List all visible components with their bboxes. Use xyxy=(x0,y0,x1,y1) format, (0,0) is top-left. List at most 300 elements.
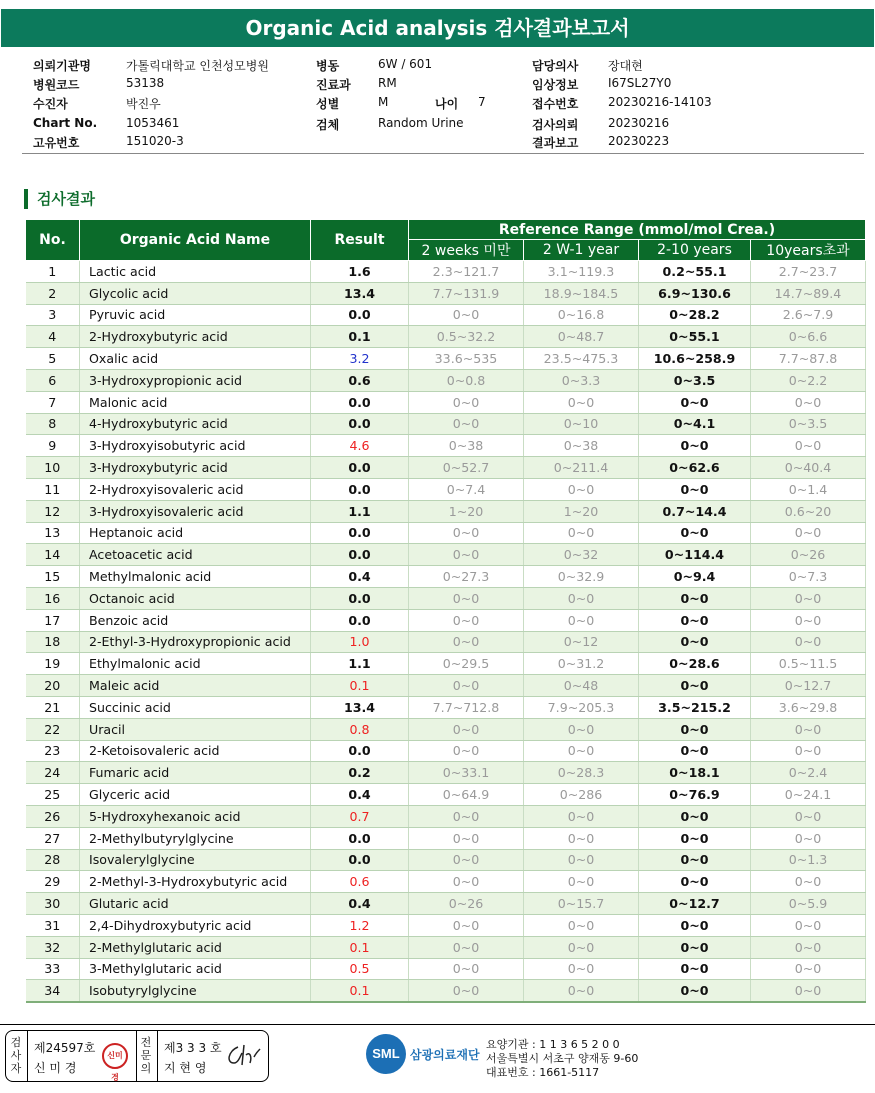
table-row xyxy=(26,740,866,762)
info-value-text: 20230216-14103 xyxy=(608,95,712,109)
range-under-2-weeks: 0~7.4 xyxy=(409,478,524,500)
range-2-10y: 0~4.1 xyxy=(639,413,751,435)
acid-name: Pyruvic acid xyxy=(80,304,311,326)
info-value-text: M xyxy=(378,95,389,109)
signature-box xyxy=(5,1030,269,1082)
table-row xyxy=(26,696,866,718)
table-row xyxy=(26,500,866,522)
result-value: 0.0 xyxy=(311,849,409,871)
range-2w-1y: 0~28.3 xyxy=(524,762,639,784)
result-value: 0.0 xyxy=(311,413,409,435)
row-number: 27 xyxy=(26,827,80,849)
row-number: 8 xyxy=(26,413,80,435)
row-number: 14 xyxy=(26,544,80,566)
table-row xyxy=(26,936,866,958)
header-range-2-10y: 2-10 years xyxy=(639,240,751,261)
range-over-10y: 0.6~20 xyxy=(751,500,866,522)
row-number: 3 xyxy=(26,304,80,326)
row-number: 29 xyxy=(26,871,80,893)
table-row xyxy=(26,893,866,915)
acid-name: 2,4-Dihydroxybutyric acid xyxy=(80,914,311,936)
table-row xyxy=(26,566,866,588)
row-number: 13 xyxy=(26,522,80,544)
row-number: 5 xyxy=(26,348,80,370)
range-2-10y: 0~0 xyxy=(639,805,751,827)
range-2-10y: 0~0 xyxy=(639,435,751,457)
info-value-text: 6W / 601 xyxy=(378,57,433,71)
range-over-10y: 0~0 xyxy=(751,871,866,893)
range-2w-1y: 0~0 xyxy=(524,871,639,893)
range-under-2-weeks: 0~52.7 xyxy=(409,457,524,479)
divider xyxy=(157,1031,158,1081)
result-value: 0.0 xyxy=(311,827,409,849)
result-value: 0.1 xyxy=(311,936,409,958)
range-2-10y: 0~28.6 xyxy=(639,653,751,675)
table-row xyxy=(26,261,866,283)
range-over-10y: 0~0 xyxy=(751,740,866,762)
range-under-2-weeks: 0.5~32.2 xyxy=(409,326,524,348)
acid-name: 3-Hydroxypropionic acid xyxy=(80,369,311,391)
result-value: 0.0 xyxy=(311,304,409,326)
info-value-text: I67SL27Y0 xyxy=(608,76,672,90)
range-under-2-weeks: 0~0.8 xyxy=(409,369,524,391)
result-value: 0.4 xyxy=(311,893,409,915)
lab-info-line: 서울특별시 서초구 양재동 9-60 xyxy=(486,1052,639,1065)
acid-name: Succinic acid xyxy=(80,696,311,718)
range-2w-1y: 0~0 xyxy=(524,914,639,936)
range-2-10y: 0~9.4 xyxy=(639,566,751,588)
range-under-2-weeks: 0~0 xyxy=(409,522,524,544)
header-range-over-10y: 10years초과 xyxy=(751,240,866,261)
row-number: 20 xyxy=(26,675,80,697)
range-2-10y: 6.9~130.6 xyxy=(639,282,751,304)
range-2-10y: 3.5~215.2 xyxy=(639,696,751,718)
range-2-10y: 0~18.1 xyxy=(639,762,751,784)
range-2-10y: 0~12.7 xyxy=(639,893,751,915)
divider xyxy=(27,1031,28,1081)
info-key: 진료과 xyxy=(316,78,351,92)
row-number: 23 xyxy=(26,740,80,762)
range-2-10y: 0~0 xyxy=(639,609,751,631)
info-value-text: 1053461 xyxy=(126,116,180,130)
range-over-10y: 0~7.3 xyxy=(751,566,866,588)
acid-name: Glyceric acid xyxy=(80,784,311,806)
acid-name: Malonic acid xyxy=(80,391,311,413)
table-row xyxy=(26,849,866,871)
range-over-10y: 0~40.4 xyxy=(751,457,866,479)
row-number: 7 xyxy=(26,391,80,413)
range-2w-1y: 0~16.8 xyxy=(524,304,639,326)
range-2w-1y: 0~31.2 xyxy=(524,653,639,675)
range-over-10y: 0~1.4 xyxy=(751,478,866,500)
row-number: 16 xyxy=(26,587,80,609)
row-number: 1 xyxy=(26,261,80,283)
info-value-text: 151020-3 xyxy=(126,134,184,148)
range-over-10y: 2.6~7.9 xyxy=(751,304,866,326)
range-under-2-weeks: 0~0 xyxy=(409,740,524,762)
result-value: 1.1 xyxy=(311,500,409,522)
range-2-10y: 0~0 xyxy=(639,980,751,1002)
range-2w-1y: 0~0 xyxy=(524,478,639,500)
info-value-text: Random Urine xyxy=(378,116,464,130)
acid-name: 5-Hydroxyhexanoic acid xyxy=(80,805,311,827)
header-result: Result xyxy=(311,220,409,261)
acid-name: 2-Methylglutaric acid xyxy=(80,936,311,958)
range-under-2-weeks: 0~0 xyxy=(409,304,524,326)
range-over-10y: 7.7~87.8 xyxy=(751,348,866,370)
table-row xyxy=(26,762,866,784)
range-under-2-weeks: 0~0 xyxy=(409,958,524,980)
row-number: 19 xyxy=(26,653,80,675)
result-value: 0.1 xyxy=(311,675,409,697)
table-row xyxy=(26,348,866,370)
section-title: 검사결과 xyxy=(24,189,95,209)
result-value: 0.4 xyxy=(311,784,409,806)
range-2-10y: 0~62.6 xyxy=(639,457,751,479)
result-value: 0.0 xyxy=(311,740,409,762)
range-2-10y: 0~0 xyxy=(639,914,751,936)
result-value: 1.6 xyxy=(311,261,409,283)
table-row xyxy=(26,304,866,326)
result-value: 13.4 xyxy=(311,282,409,304)
range-2-10y: 0~0 xyxy=(639,849,751,871)
info-key: 병동 xyxy=(316,59,340,73)
range-2w-1y: 0~48 xyxy=(524,675,639,697)
specialist-license: 제3 3 3 호 xyxy=(164,1041,222,1055)
info-key: Chart No. xyxy=(33,116,98,130)
lab-info-line: 요양기관 : 1 1 3 6 5 2 0 0 xyxy=(486,1038,620,1051)
range-2-10y: 0~114.4 xyxy=(639,544,751,566)
row-number: 17 xyxy=(26,609,80,631)
info-value-text: 가톨릭대학교 인천성모병원 xyxy=(126,59,269,73)
result-value: 13.4 xyxy=(311,696,409,718)
range-2-10y: 0~0 xyxy=(639,718,751,740)
range-under-2-weeks: 0~0 xyxy=(409,587,524,609)
result-value: 0.0 xyxy=(311,544,409,566)
range-under-2-weeks: 0~29.5 xyxy=(409,653,524,675)
result-value: 0.0 xyxy=(311,587,409,609)
range-under-2-weeks: 0~64.9 xyxy=(409,784,524,806)
acid-name: Glutaric acid xyxy=(80,893,311,915)
table-row xyxy=(26,522,866,544)
acid-name: 3-Hydroxyisovaleric acid xyxy=(80,500,311,522)
table-row xyxy=(26,457,866,479)
range-over-10y: 0~0 xyxy=(751,980,866,1002)
range-over-10y: 0~12.7 xyxy=(751,675,866,697)
lab-info xyxy=(486,1038,638,1080)
acid-name: Methylmalonic acid xyxy=(80,566,311,588)
range-over-10y: 0~0 xyxy=(751,522,866,544)
result-value: 1.1 xyxy=(311,653,409,675)
info-key: 의뢰기관명 xyxy=(33,59,91,73)
table-row xyxy=(26,827,866,849)
info-key: 결과보고 xyxy=(532,136,579,150)
range-over-10y: 0~2.4 xyxy=(751,762,866,784)
info-key: 성별 xyxy=(316,97,340,111)
range-over-10y: 0~0 xyxy=(751,827,866,849)
table-row xyxy=(26,391,866,413)
acid-name: 3-Hydroxybutyric acid xyxy=(80,457,311,479)
range-under-2-weeks: 0~0 xyxy=(409,849,524,871)
info-value-text: 20230216 xyxy=(608,116,670,130)
row-number: 11 xyxy=(26,478,80,500)
range-over-10y: 0~0 xyxy=(751,718,866,740)
range-2-10y: 0~0 xyxy=(639,740,751,762)
divider xyxy=(22,153,864,154)
range-under-2-weeks: 0~0 xyxy=(409,675,524,697)
range-2w-1y: 0~211.4 xyxy=(524,457,639,479)
range-under-2-weeks: 0~0 xyxy=(409,871,524,893)
acid-name: Maleic acid xyxy=(80,675,311,697)
range-2-10y: 0~0 xyxy=(639,631,751,653)
result-value: 0.1 xyxy=(311,980,409,1002)
range-2w-1y: 0~0 xyxy=(524,391,639,413)
range-under-2-weeks: 0~0 xyxy=(409,413,524,435)
row-number: 31 xyxy=(26,914,80,936)
result-value: 0.8 xyxy=(311,718,409,740)
result-value: 0.4 xyxy=(311,566,409,588)
range-over-10y: 0~0 xyxy=(751,435,866,457)
acid-name: Isovalerylglycine xyxy=(80,849,311,871)
table-row xyxy=(26,544,866,566)
range-under-2-weeks: 7.7~131.9 xyxy=(409,282,524,304)
range-2w-1y: 3.1~119.3 xyxy=(524,261,639,283)
result-value: 0.0 xyxy=(311,478,409,500)
info-key: 병원코드 xyxy=(33,78,80,92)
range-2w-1y: 0~3.3 xyxy=(524,369,639,391)
table-row xyxy=(26,369,866,391)
range-over-10y: 0~6.6 xyxy=(751,326,866,348)
range-under-2-weeks: 33.6~535 xyxy=(409,348,524,370)
range-2w-1y: 0~0 xyxy=(524,740,639,762)
range-2-10y: 0~0 xyxy=(639,936,751,958)
range-2w-1y: 18.9~184.5 xyxy=(524,282,639,304)
range-over-10y: 0~0 xyxy=(751,609,866,631)
specialist-label: 전문의 xyxy=(140,1036,152,1075)
range-under-2-weeks: 0~0 xyxy=(409,980,524,1002)
acid-name: 4-Hydroxybutyric acid xyxy=(80,413,311,435)
range-2w-1y: 0~0 xyxy=(524,980,639,1002)
examiner-seal: 신미경 xyxy=(102,1043,128,1069)
table-row xyxy=(26,653,866,675)
range-2w-1y: 1~20 xyxy=(524,500,639,522)
header-no: No. xyxy=(26,220,80,261)
row-number: 25 xyxy=(26,784,80,806)
table-row xyxy=(26,587,866,609)
range-2w-1y: 0~0 xyxy=(524,587,639,609)
header-name: Organic Acid Name xyxy=(80,220,311,261)
range-2w-1y: 0~0 xyxy=(524,718,639,740)
row-number: 15 xyxy=(26,566,80,588)
range-2w-1y: 0~0 xyxy=(524,522,639,544)
table-row xyxy=(26,478,866,500)
range-2-10y: 0.2~55.1 xyxy=(639,261,751,283)
row-number: 28 xyxy=(26,849,80,871)
table-row xyxy=(26,282,866,304)
table-row xyxy=(26,914,866,936)
row-number: 10 xyxy=(26,457,80,479)
row-number: 6 xyxy=(26,369,80,391)
info-value-text: 53138 xyxy=(126,76,165,90)
table-row xyxy=(26,631,866,653)
info-value-text: 20230223 xyxy=(608,134,670,148)
range-over-10y: 0~0 xyxy=(751,936,866,958)
row-number: 30 xyxy=(26,893,80,915)
table-row xyxy=(26,609,866,631)
acid-name: Benzoic acid xyxy=(80,609,311,631)
info-key: 고유번호 xyxy=(33,136,80,150)
range-2w-1y: 7.9~205.3 xyxy=(524,696,639,718)
range-over-10y: 0~3.5 xyxy=(751,413,866,435)
range-2w-1y: 0~0 xyxy=(524,827,639,849)
table-row xyxy=(26,326,866,348)
range-over-10y: 0~26 xyxy=(751,544,866,566)
range-over-10y: 0~0 xyxy=(751,631,866,653)
row-number: 34 xyxy=(26,980,80,1002)
range-2-10y: 0~0 xyxy=(639,827,751,849)
result-value: 0.6 xyxy=(311,871,409,893)
acid-name: Heptanoic acid xyxy=(80,522,311,544)
info-key: 검체 xyxy=(316,118,340,132)
row-number: 22 xyxy=(26,718,80,740)
signature-image xyxy=(224,1043,262,1069)
range-under-2-weeks: 1~20 xyxy=(409,500,524,522)
acid-name: Ethylmalonic acid xyxy=(80,653,311,675)
acid-name: Isobutyrylglycine xyxy=(80,980,311,1002)
report-title: Organic Acid analysis 검사결과보고서 xyxy=(1,9,874,47)
range-2w-1y: 0~0 xyxy=(524,609,639,631)
range-under-2-weeks: 2.3~121.7 xyxy=(409,261,524,283)
acid-name: Oxalic acid xyxy=(80,348,311,370)
range-under-2-weeks: 7.7~712.8 xyxy=(409,696,524,718)
result-value: 0.6 xyxy=(311,369,409,391)
result-value: 1.2 xyxy=(311,914,409,936)
range-2w-1y: 0~12 xyxy=(524,631,639,653)
row-number: 2 xyxy=(26,282,80,304)
acid-name: Octanoic acid xyxy=(80,587,311,609)
range-2-10y: 0~28.2 xyxy=(639,304,751,326)
result-value: 0.7 xyxy=(311,805,409,827)
examiner-name: 신 미 경 xyxy=(34,1061,77,1075)
acid-name: Fumaric acid xyxy=(80,762,311,784)
range-over-10y: 0~0 xyxy=(751,805,866,827)
range-over-10y: 0~0 xyxy=(751,587,866,609)
row-number: 24 xyxy=(26,762,80,784)
examiner-license: 제24597호 xyxy=(34,1041,96,1055)
range-2-10y: 0~0 xyxy=(639,391,751,413)
divider xyxy=(136,1031,137,1081)
row-number: 12 xyxy=(26,500,80,522)
info-value-text: 박진우 xyxy=(126,97,161,111)
row-number: 21 xyxy=(26,696,80,718)
range-2-10y: 0~0 xyxy=(639,675,751,697)
table-row xyxy=(26,675,866,697)
range-over-10y: 3.6~29.8 xyxy=(751,696,866,718)
range-2w-1y: 0~0 xyxy=(524,805,639,827)
row-number: 32 xyxy=(26,936,80,958)
range-2w-1y: 0~38 xyxy=(524,435,639,457)
info-key: 접수번호 xyxy=(532,97,579,111)
results-table xyxy=(25,219,866,1003)
logo-mark: SML xyxy=(366,1034,406,1074)
info-key: 수진자 xyxy=(33,97,68,111)
logo-name: 삼광의료재단 xyxy=(410,1048,480,1062)
table-row xyxy=(26,784,866,806)
result-value: 4.6 xyxy=(311,435,409,457)
footer-divider xyxy=(0,1024,875,1025)
range-over-10y: 0~5.9 xyxy=(751,893,866,915)
range-2w-1y: 0~0 xyxy=(524,849,639,871)
acid-name: 3-Methylglutaric acid xyxy=(80,958,311,980)
result-value: 1.0 xyxy=(311,631,409,653)
result-value: 0.0 xyxy=(311,609,409,631)
range-2w-1y: 0~48.7 xyxy=(524,326,639,348)
range-over-10y: 2.7~23.7 xyxy=(751,261,866,283)
range-over-10y: 0~24.1 xyxy=(751,784,866,806)
info-key: 담당의사 xyxy=(532,59,579,73)
range-2w-1y: 0~0 xyxy=(524,936,639,958)
range-2w-1y: 23.5~475.3 xyxy=(524,348,639,370)
range-2-10y: 0.7~14.4 xyxy=(639,500,751,522)
range-over-10y: 0~1.3 xyxy=(751,849,866,871)
range-under-2-weeks: 0~0 xyxy=(409,631,524,653)
range-2-10y: 0~76.9 xyxy=(639,784,751,806)
row-number: 18 xyxy=(26,631,80,653)
range-2-10y: 0~0 xyxy=(639,587,751,609)
info-value-text: 장대현 xyxy=(608,59,643,73)
acid-name: 2-Methyl-3-Hydroxybutyric acid xyxy=(80,871,311,893)
acid-name: Uracil xyxy=(80,718,311,740)
info-key: 임상정보 xyxy=(532,78,579,92)
range-over-10y: 0~0 xyxy=(751,391,866,413)
range-over-10y: 0.5~11.5 xyxy=(751,653,866,675)
acid-name: Glycolic acid xyxy=(80,282,311,304)
range-under-2-weeks: 0~0 xyxy=(409,391,524,413)
acid-name: 3-Hydroxyisobutyric acid xyxy=(80,435,311,457)
table-row xyxy=(26,805,866,827)
range-under-2-weeks: 0~33.1 xyxy=(409,762,524,784)
range-over-10y: 14.7~89.4 xyxy=(751,282,866,304)
range-under-2-weeks: 0~26 xyxy=(409,893,524,915)
table-row xyxy=(26,871,866,893)
header-range-under-2-weeks: 2 weeks 미만 xyxy=(409,240,524,261)
table-row xyxy=(26,958,866,980)
lab-info-line: 대표번호 : 1661-5117 xyxy=(486,1066,600,1079)
range-under-2-weeks: 0~0 xyxy=(409,914,524,936)
acid-name: 2-Ethyl-3-Hydroxypropionic acid xyxy=(80,631,311,653)
range-under-2-weeks: 0~0 xyxy=(409,827,524,849)
acid-name: 2-Hydroxyisovaleric acid xyxy=(80,478,311,500)
row-number: 4 xyxy=(26,326,80,348)
result-value: 0.5 xyxy=(311,958,409,980)
range-over-10y: 0~0 xyxy=(751,914,866,936)
range-2-10y: 0~0 xyxy=(639,958,751,980)
row-number: 33 xyxy=(26,958,80,980)
result-value: 3.2 xyxy=(311,348,409,370)
info-key: 검사의뢰 xyxy=(532,118,579,132)
range-under-2-weeks: 0~0 xyxy=(409,609,524,631)
range-over-10y: 0~0 xyxy=(751,958,866,980)
specialist-name: 지 현 영 xyxy=(164,1061,207,1075)
range-2w-1y: 0~10 xyxy=(524,413,639,435)
range-under-2-weeks: 0~0 xyxy=(409,936,524,958)
range-2w-1y: 0~32.9 xyxy=(524,566,639,588)
result-value: 0.1 xyxy=(311,326,409,348)
table-row xyxy=(26,435,866,457)
range-2w-1y: 0~286 xyxy=(524,784,639,806)
row-number: 9 xyxy=(26,435,80,457)
header-range-2w-1y: 2 W-1 year xyxy=(524,240,639,261)
